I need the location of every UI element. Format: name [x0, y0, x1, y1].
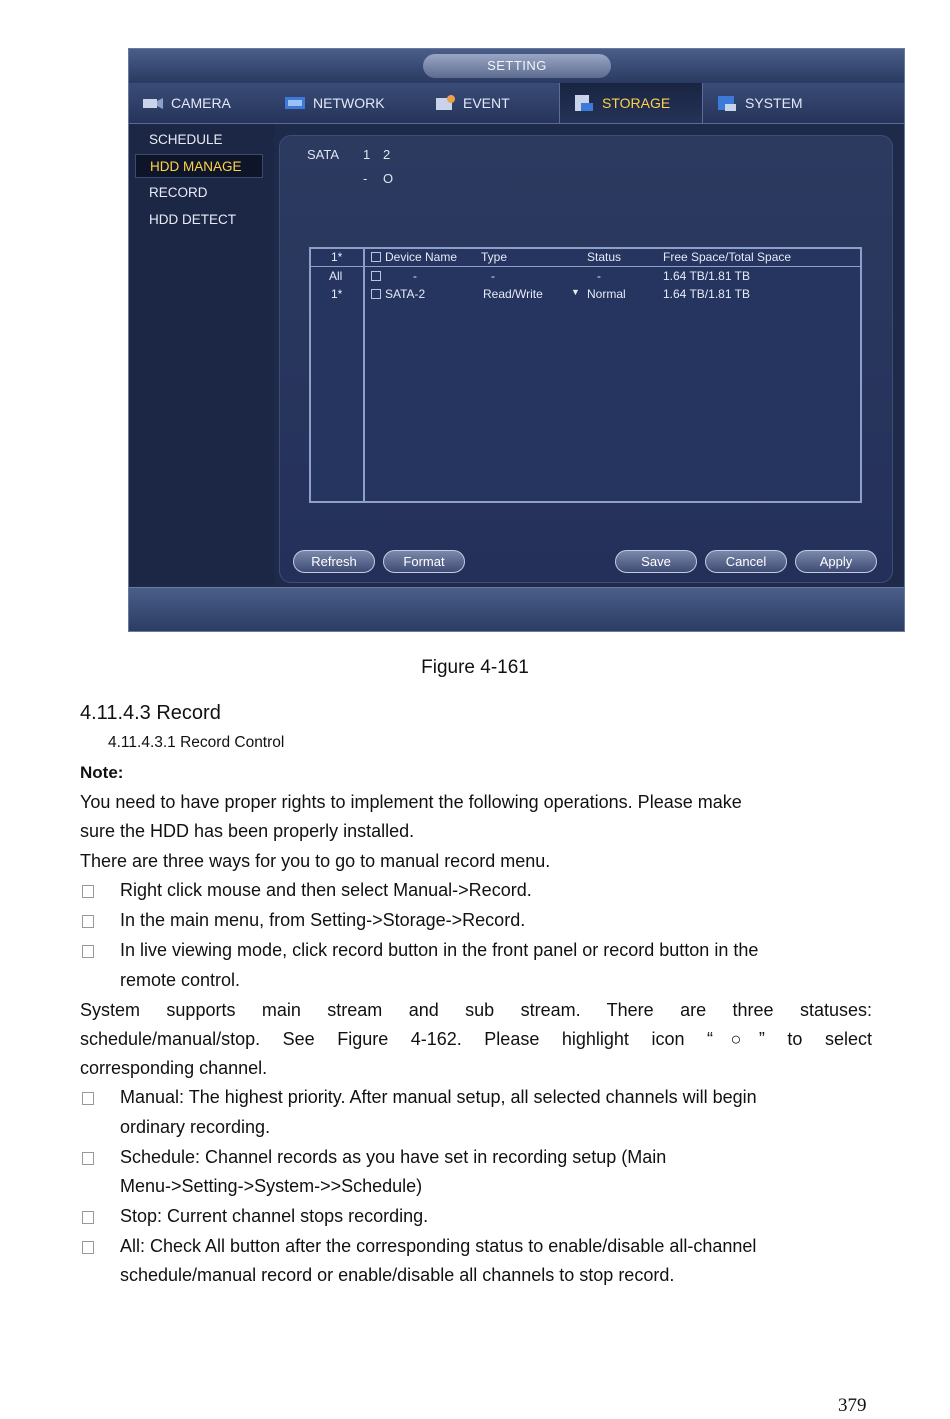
bullet-icon: [82, 1152, 94, 1165]
sidebar-item-schedule[interactable]: SCHEDULE: [149, 132, 223, 147]
tab-storage[interactable]: STORAGE: [559, 83, 703, 123]
row-1-checkbox[interactable]: [371, 289, 381, 299]
row-1-number: 1*: [331, 287, 343, 301]
row-all-space: 1.64 TB/1.81 TB: [663, 269, 750, 283]
apply-button[interactable]: Apply: [795, 550, 877, 573]
dvr-settings-screenshot: [128, 48, 905, 632]
header-status: Status: [587, 250, 622, 264]
bullet-7-line-2: schedule/manual record or enable/disable all channels to stop record.: [120, 1265, 675, 1285]
paragraph-3-line-3: corresponding channel.: [80, 1058, 268, 1078]
save-button[interactable]: Save: [615, 550, 697, 573]
sidebar: [129, 124, 274, 586]
header-type: Type: [481, 250, 508, 264]
sata-port-1: 1: [363, 147, 371, 162]
network-icon: [283, 93, 307, 113]
camera-icon: [141, 93, 165, 113]
bullet-icon: [82, 1241, 94, 1254]
bullet-4-line-2: ordinary recording.: [120, 1117, 271, 1137]
bullet-icon: [82, 885, 94, 898]
paragraph-1-line-2: sure the HDD has been properly installed.: [80, 821, 415, 841]
system-icon: [715, 93, 739, 113]
tab-camera[interactable]: CAMERA: [129, 83, 271, 123]
row-all-number: All: [329, 269, 343, 283]
row-all-checkbox[interactable]: [371, 271, 381, 281]
subsection-heading: 4.11.4.3.1 Record Control: [108, 734, 285, 751]
figure-caption: Figure 4-161: [421, 657, 529, 678]
title-bar: [129, 49, 904, 83]
bullet-icon: [82, 1092, 94, 1105]
cancel-button[interactable]: Cancel: [705, 550, 787, 573]
paragraph-3-line-2: schedule/manual/stop. See Figure 4-162. Please highlight icon “○” to select: [80, 1029, 872, 1049]
paragraph-2: There are three ways for you to go to manual record menu.: [80, 851, 551, 871]
tab-event[interactable]: EVENT: [421, 83, 559, 123]
sidebar-item-hdd-detect[interactable]: HDD DETECT: [149, 212, 236, 227]
bullet-7-line-1: All: Check All button after the corresponding status to enable/disable all-channel: [120, 1236, 757, 1256]
tab-bar: [129, 83, 904, 124]
row-all-device: -: [413, 269, 417, 283]
bullet-icon: [82, 915, 94, 928]
bullet-5-line-2: Menu->Setting->System->>Schedule): [120, 1176, 423, 1196]
bottom-bar: [129, 587, 904, 632]
sidebar-item-hdd-manage[interactable]: HDD MANAGE: [135, 154, 263, 178]
tab-system[interactable]: SYSTEM: [703, 83, 845, 123]
page-number: 379: [838, 1395, 867, 1416]
tab-network[interactable]: NETWORK: [271, 83, 421, 123]
sidebar-item-record[interactable]: RECORD: [149, 185, 208, 200]
paragraph-1-line-1: You need to have proper rights to implement the following operations. Please make: [80, 792, 742, 812]
sata-port-2-state[interactable]: O: [383, 171, 394, 186]
header-space: Free Space/Total Space: [663, 250, 792, 264]
note-label: Note:: [80, 763, 124, 782]
header-checkbox[interactable]: [371, 252, 381, 262]
bullet-icon: [82, 1211, 94, 1224]
event-icon: [433, 93, 457, 113]
chevron-down-icon[interactable]: ▼: [571, 287, 580, 297]
section-heading: 4.11.4.3 Record: [80, 702, 221, 724]
bullet-2: In the main menu, from Setting->Storage->Record.: [120, 910, 526, 930]
header-number: 1*: [331, 250, 343, 264]
bullet-4-line-1: Manual: The highest priority. After manual setup, all selected channels will begin: [120, 1087, 757, 1107]
row-1-status: Normal: [587, 287, 626, 301]
bullet-3-line-1: In live viewing mode, click record button in the front panel or record button in the: [120, 940, 759, 960]
refresh-button[interactable]: Refresh: [293, 550, 375, 573]
sata-port-2: 2: [383, 147, 391, 162]
row-1-device: SATA-2: [385, 287, 426, 301]
row-1-space: 1.64 TB/1.81 TB: [663, 287, 750, 301]
row-all-type: -: [491, 269, 495, 283]
sata-label: SATA: [307, 147, 340, 162]
storage-icon: [572, 93, 596, 113]
bullet-icon: [82, 945, 94, 958]
format-button[interactable]: Format: [383, 550, 465, 573]
bullet-3-line-2: remote control.: [120, 970, 241, 990]
row-all-status: -: [597, 269, 601, 283]
paragraph-3-line-1: System supports main stream and sub stream. There are three statuses:: [80, 1000, 872, 1020]
sata-port-1-state: -: [363, 171, 368, 186]
bullet-5-line-1: Schedule: Channel records as you have set in recording setup (Main: [120, 1147, 667, 1167]
bullet-1: Right click mouse and then select Manual->Record.: [120, 880, 532, 900]
row-1-type[interactable]: Read/Write: [483, 287, 543, 301]
bullet-6: Stop: Current channel stops recording.: [120, 1206, 429, 1226]
hdd-table: [309, 247, 862, 503]
header-device-name: Device Name: [385, 250, 458, 264]
window-title: SETTING: [423, 54, 611, 78]
